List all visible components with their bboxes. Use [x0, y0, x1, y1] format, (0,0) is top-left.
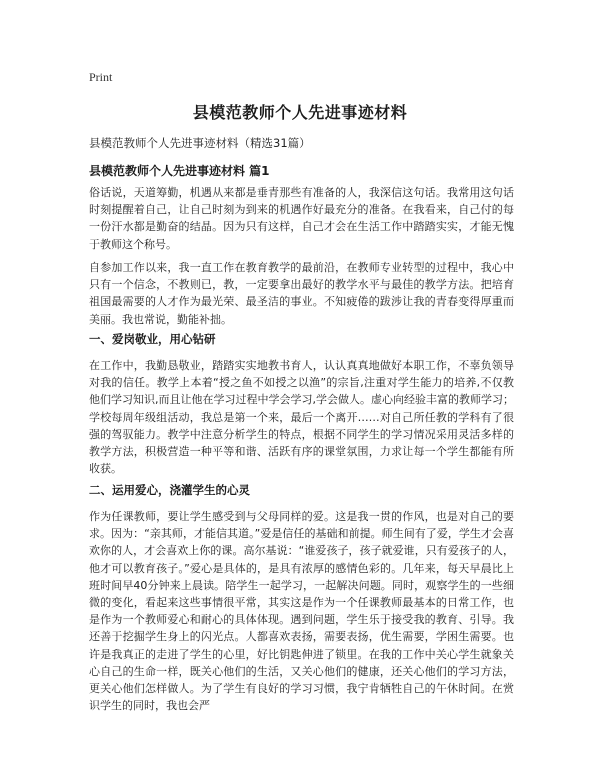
article-heading: 县模范教师个人先进事迹材料 篇1 — [89, 164, 270, 178]
section-paragraph: 作为任课教师，要让学生感受到与父母同样的爱。这是我一贯的作风，也是对自己的要求。因为：“亲其师，才能信其道。”爱是信任的基础和前提。师生间有了爱，学生才会喜欢你的人，才会喜欢上你的课。高尔基说：“谁爱孩子，孩子就爱谁，只有爱孩子的人，他才可以教育孩子。”爱心是具体的，是具有浓厚的感情色彩的。几年来，每天早晨比上班时间早40分钟来上晨读。陪学生一起学习，一起解决问题。同时，观察学生的一些细微的变化，看起来这些事情很平常，其实这是作为一个任课教师最基本的日常工作，也是作为一个教师爱心和耐心的具体体现。遇到问题，学生乐于接受我的教育、引导。我还善于挖掘学生身上的闪光点。人都喜欢表扬，需要表扬，优生需要，学困生需要。也许是我真正的走进了学生的心里，好比钥匙伸进了锁里。在我的工作中关心学生就象关心自己的生命一样，既关心他们的生活，又关心他们的健康，还关心他们的学习方法，更关心他们怎样做人。为了学生有良好的学习习惯，我宁肯牺牲自己的午休时间。在赏识学生的同时，我也会严 — [89, 510, 514, 713]
section-heading: 二、运用爱心，浇灌学生的心灵 — [89, 483, 250, 497]
section-heading: 一、爱岗敬业，用心钻研 — [89, 332, 216, 346]
paragraph: 俗话说，天道筹勤，机遇从来都是垂青那些有准备的人，我深信这句话。我常用这句话时刻提醒着自己，让自己时刻为到来的机遇作好最充分的准备。在我看来，自己付的每一份汗水都是勤奋的结晶。因为只有这样，自己才会在生活工作中踏踏实实，才能无愧于教师这个称号。 — [89, 186, 514, 251]
print-label: Print — [89, 70, 113, 84]
section-paragraph: 在工作中，我勤恳敬业，踏踏实实地教书育人，认认真真地做好本职工作，不辜负领导对我的信任。教学上本着“授之鱼不如授之以渔”的宗旨,注重对学生能力的培养,不仅教他们学习知识,而且让他在学习过程中学会学习,学会做人。虚心向经验丰富的教师学习；学校每周年级组活动，我总是第一个来，最后一个离开……对自己所任教的学科有了很强的驾驭能力。教学中注意分析学生的特点，根据不同学生的学习情况采用灵活多样的教学方法，积极营造一种平等和谐、活跃有序的课堂氛围，力求让每一个学生都能有所收获。 — [89, 359, 514, 476]
subtitle: 县模范教师个人先进事迹材料（精选31篇） — [89, 136, 311, 150]
page-title: 县模范教师个人先进事迹材料 — [192, 103, 408, 122]
paragraph: 自参加工作以来，我一直工作在教育教学的最前沿，在教师专业转型的过程中，我心中只有一个信念，不教则已，教，一定要拿出最好的教学水平与最佳的教学方法。把培育祖国最需要的人才作为最光荣、最圣洁的事业。不知疲倦的跋涉让我的青春变得厚重而美丽。我也常说，勤能补拙。 — [89, 261, 514, 326]
